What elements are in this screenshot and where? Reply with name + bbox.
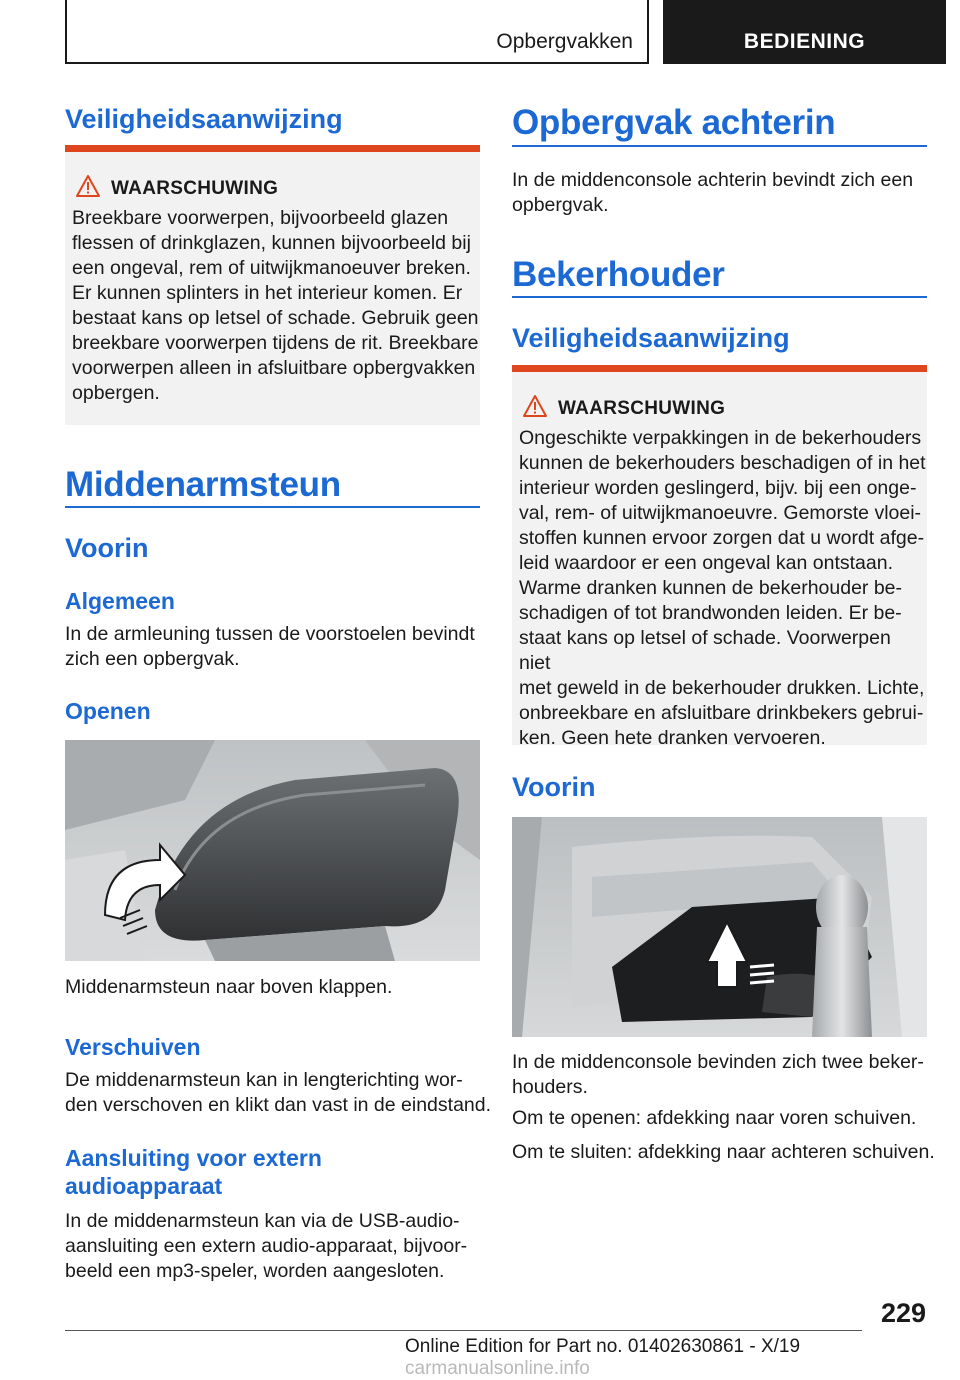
text-line: In de middenconsole achterin bevindt zich een <box>512 169 914 191</box>
text-line: houders. <box>512 1076 588 1098</box>
rear-storage-text <box>512 168 913 218</box>
safety-heading-left: Veiligheidsaanwijzing <box>65 104 343 134</box>
general-text <box>65 622 475 672</box>
warning-line: val, rem- of uitwijkmanoeuvre. Gemorste vloei- <box>519 502 922 524</box>
warning-line: breekbare voorwerpen tijdens de rit. Breekbare <box>72 332 479 354</box>
cupholder-illustration <box>512 817 927 1037</box>
heading-rule <box>65 506 480 508</box>
cupholder-photo <box>512 817 927 1037</box>
warning-line: Breekbare voorwerpen, bijvoorbeeld glazen <box>72 207 449 229</box>
audio-text <box>65 1209 467 1284</box>
warning-line: kunnen de bekerhouders beschadigen of in het <box>519 452 926 474</box>
warning-line: met geweld in de bekerhouder drukken. Lichte, <box>519 677 925 699</box>
warning-text <box>519 426 927 751</box>
warning-line: flessen of drinkglazen, kunnen bijvoorbeeld bij <box>72 232 471 254</box>
warning-line: bestaat kans op letsel of schade. Gebruik geen <box>72 307 479 329</box>
text-line: In de middenarmsteun kan via de USB-audio- <box>65 1210 460 1232</box>
text-line: aansluiting een extern audio-apparaat, bijvoor- <box>65 1235 468 1257</box>
armrest-heading: Middenarmsteun <box>65 465 341 504</box>
footer-watermark: carmanualsonline.info <box>405 1358 590 1379</box>
heading-line: Aansluiting voor extern <box>65 1145 322 1171</box>
warning-title: WAARSCHUWING <box>558 398 726 419</box>
warning-box-cupholder <box>512 365 927 749</box>
warning-triangle-icon <box>75 174 101 198</box>
open-caption: Middenarmsteun naar boven klappen. <box>65 976 393 998</box>
footer-rule <box>65 1330 862 1331</box>
text-line: In de armleuning tussen de voorstoelen bevindt <box>65 623 475 645</box>
text-line: zich een opbergvak. <box>65 648 240 670</box>
header-chapter-tab <box>663 0 946 64</box>
warning-line: interieur worden geslingerd, bijv. bij een onge- <box>519 477 917 499</box>
warning-line: een ongeval, rem of uitwijkmanoeuver breken. <box>72 257 471 279</box>
warning-line: staat kans op letsel of schade. Voorwerpen niet <box>519 627 891 674</box>
front-heading-left: Voorin <box>65 533 149 563</box>
warning-line: opbergen. <box>72 382 160 404</box>
header-section-box <box>65 0 649 64</box>
text-line: beeld een mp3-speler, worden aangesloten. <box>65 1260 445 1282</box>
warning-line: ken. Geen hete dranken vervoeren. <box>519 727 826 749</box>
warning-triangle-icon <box>522 394 548 418</box>
warning-line: stoffen kunnen ervoor zorgen dat u wordt afge- <box>519 527 925 549</box>
front-heading-right: Voorin <box>512 772 596 802</box>
text-line: In de middenconsole bevinden zich twee beker- <box>512 1051 924 1073</box>
audio-heading <box>65 1144 322 1200</box>
open-heading: Openen <box>65 698 151 724</box>
armrest-illustration <box>65 740 480 961</box>
move-heading: Verschuiven <box>65 1034 201 1060</box>
cupholder-heading: Bekerhouder <box>512 255 725 294</box>
text-line: De middenarmsteun kan in lengterichting wor- <box>65 1069 463 1091</box>
text-line: den verschoven en klikt dan vast in de eindstand. <box>65 1094 492 1116</box>
armrest-photo <box>65 740 480 961</box>
page-number: 229 <box>880 1298 926 1328</box>
heading-rule <box>512 296 927 298</box>
heading-line: audioapparaat <box>65 1173 223 1199</box>
cupholder-text-close: Om te sluiten: afdekking naar achteren schuiven. <box>512 1141 935 1163</box>
footer-edition-text: Online Edition for Part no. 01402630861 - X/19 <box>405 1336 801 1357</box>
warning-box-glass <box>65 145 480 425</box>
cupholder-text-open: Om te openen: afdekking naar voren schuiven. <box>512 1107 917 1129</box>
cupholder-text-1 <box>512 1050 924 1100</box>
warning-line: leid waardoor er een ongeval kan ontstaan. <box>519 552 894 574</box>
warning-line: voorwerpen alleen in afsluitbare opbergvakken <box>72 357 476 379</box>
footer <box>405 1336 960 1380</box>
warning-line: schadigen of tot brandwonden leiden. Er be- <box>519 602 902 624</box>
warning-title: WAARSCHUWING <box>111 178 279 199</box>
rear-storage-heading: Opbergvak achterin <box>512 103 836 142</box>
safety-heading-right: Veiligheidsaanwijzing <box>512 323 790 353</box>
move-text <box>65 1068 491 1118</box>
warning-line: Ongeschikte verpakkingen in de bekerhouders <box>519 427 922 449</box>
warning-line: Er kunnen splinters in het interieur komen. Er <box>72 282 463 304</box>
header-chapter-title: BEDIENING <box>743 30 866 53</box>
text-line: opbergvak. <box>512 194 609 216</box>
warning-text <box>72 206 479 406</box>
heading-rule <box>512 145 927 147</box>
general-heading: Algemeen <box>65 588 175 614</box>
warning-line: Warme dranken kunnen de bekerhouder be- <box>519 577 903 599</box>
warning-line: onbreekbare en afsluitbare drinkbekers gebrui- <box>519 702 924 724</box>
header-section-title: Opbergvakken <box>496 30 633 53</box>
